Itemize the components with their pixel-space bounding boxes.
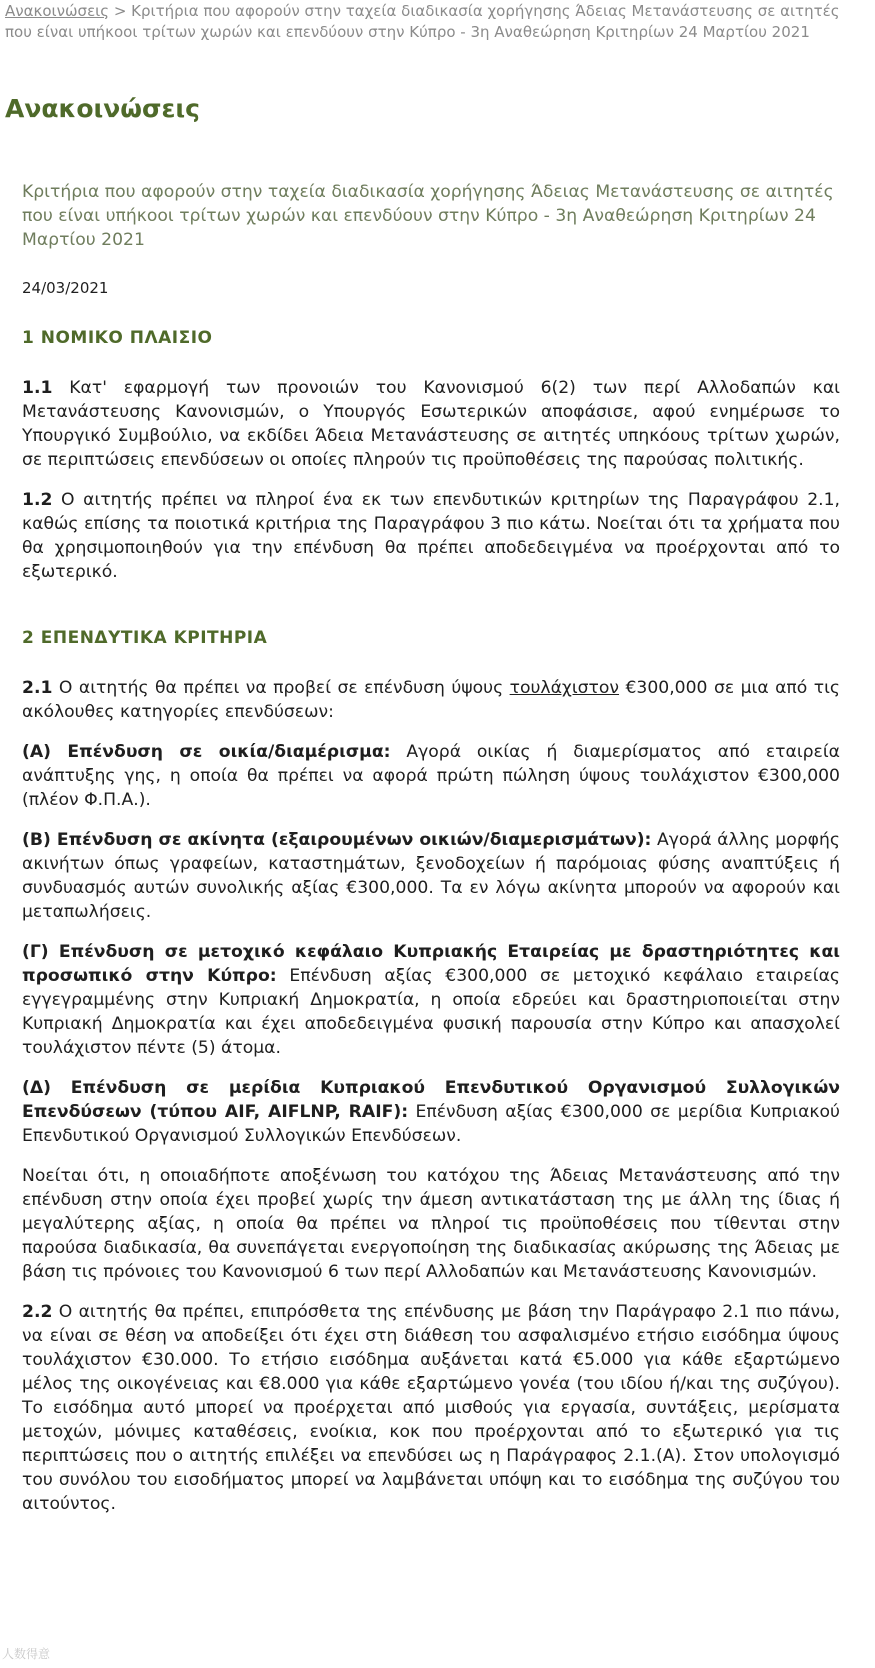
paragraph-number: 2.2	[22, 1302, 53, 1322]
category-label: (Γ) Επένδυση σε μετοχικό κεφάλαιο Κυπριακής Εταιρείας με δραστηριότητες και προσωπικό στην Κύπρο:	[22, 942, 840, 986]
paragraph-text: Ο αιτητής πρέπει να πληροί ένα εκ των επενδυτικών κριτηρίων της Παραγράφου 2.1, καθώς επίσης τα ποιοτικά κριτήρια της Παραγράφου 3 πιο κάτω. Νοείται ότι τα χρήματα που θα χρησιμοποιηθούν για την επένδυση θα πρέπει αποδεδειγμένα να προέρχονται από το εξωτερικό.	[22, 490, 840, 582]
paragraph-number: 2.1	[22, 678, 53, 698]
paragraph-text: Ο αιτητής θα πρέπει να προβεί σε επένδυση ύψους	[52, 678, 510, 698]
paragraph-text: Κατ' εφαρμογή των προνοιών του Κανονισμού 6(2) των περί Αλλοδαπών και Μετανάστευσης Κανονισμών, ο Υπουργός Εσωτερικών αποφάσισε, αφού ενημέρωσε το Υπουργικό Συμβούλιο, να εκδίδει Άδεια Μετανάστευσης σε αιτητές υπηκόους τρίτων χωρών, σε περιπτώσεις επενδύσεων οι οποίες πληρούν τις προϋποθέσεις της παρούσας πολιτικής.	[22, 378, 840, 470]
category-b	[22, 828, 840, 924]
breadcrumb-link-announcements[interactable]: Ανακοινώσεις	[5, 2, 110, 20]
category-a	[22, 740, 840, 812]
breadcrumb-separator: >	[109, 2, 132, 20]
category-text: Επένδυση αξίας €300,000 σε μερίδια Κυπριακού Επενδυτικού Οργανισμού Συλλογικών Επενδύσεων.	[22, 1102, 840, 1146]
article-subtitle: Κριτήρια που αφορούν στην ταχεία διαδικασία χορήγησης Άδειας Μετανάστευσης σε αιτητές που είναι υπήκοοι τρίτων χωρών και επενδύουν στην Κύπρο - 3η Αναθεώρηση Κριτηρίων 24 Μαρτίου 2021	[22, 182, 834, 250]
section-heading-investment-criteria: 2 ΕΠΕΝΔΥΤΙΚΑ ΚΡΙΤΗΡΙΑ	[22, 628, 268, 648]
paragraph-text: Ο αιτητής θα πρέπει, επιπρόσθετα της επένδυσης με βάση την Παράγραφο 2.1 πιο πάνω, να είναι σε θέση να αποδείξει ότι έχει στη διάθεση του ασφαλισμένο ετήσιο εισόδημα ύψους τουλάχιστον €30.000. Το ετήσιο εισόδημα αυξάνεται κατά €5.000 για κάθε εξαρτώμενο μέλος της οικογένειας και €8.000 για κάθε εξαρτώμενο γονέα (του ιδίου ή/και της συζύγου). Το εισόδημα αυτό μπορεί να προέρχεται από μισθούς για εργασία, συντάξεις, μερίσματα μετοχών, μόνιμες καταθέσεις, ενοίκια, κοκ που προέρχονται από το εξωτερικό για τις περιπτώσεις που ο αιτητής επιλέξει να επενδύσει ως η Παράγραφος 2.1.(Α). Στον υπολογισμό του συνόλου του εισοδήματος μπορεί να λαμβάνεται υπόψη και το εισόδημα της συζύγου του αιτούντος.	[22, 1302, 840, 1514]
category-text: Επένδυση αξίας €300,000 σε μετοχικό κεφάλαιο εταιρείας εγγεγραμμένης στην Κυπριακή Δημοκρατία, η οποία εδρεύει και δραστηριοποιείται στην Κυπριακή Δημοκρατία και έχει αποδεδειγμένα φυσική παρουσία στην Κύπρο και απασχολεί τουλάχιστον πέντε (5) άτομα.	[22, 966, 840, 1058]
category-d	[22, 1076, 840, 1148]
breadcrumb	[5, 1, 845, 43]
breadcrumb-current: Κριτήρια που αφορούν στην ταχεία διαδικασία χορήγησης Άδειας Μετανάστευσης σε αιτητές που είναι υπήκοοι τρίτων χωρών και επενδύουν στην Κύπρο - 3η Αναθεώρηση Κριτηρίων 24 Μαρτίου 2021	[5, 2, 840, 41]
underlined-text: τουλάχιστον	[509, 678, 620, 698]
paragraph-number: 1.2	[22, 490, 53, 510]
paragraph-text: €300,000 σε μια από τις ακόλουθες κατηγορίες επενδύσεων:	[22, 678, 840, 722]
paragraph-1-1	[22, 376, 840, 472]
section-heading-legal-framework: 1 ΝΟΜΙΚΟ ΠΛΑΙΣΙΟ	[22, 328, 213, 348]
category-label: (Δ) Επένδυση σε μερίδια Κυπριακού Επενδυτικού Οργανισμού Συλλογικών Επενδύσεων (τύπου AIF, AIFLNP, RAIF):	[22, 1078, 840, 1122]
article-date: 24/03/2021	[22, 279, 109, 297]
paragraph-number: 1.1	[22, 378, 53, 398]
category-label: (Β) Επένδυση σε ακίνητα (εξαιρουμένων οικιών/διαμερισμάτων):	[22, 830, 652, 850]
category-text: Αγορά άλλης μορφής ακινήτων όπως γραφείων, καταστημάτων, ξενοδοχείων ή παρόμοιας φύσης αναπτύξεις ή συνδυασμός αυτών συνολικής αξίας €300,000. Τα εν λόγω ακίνητα μπορούν να αφορούν και μεταπωλήσεις.	[22, 830, 840, 922]
category-text: Αγορά οικίας ή διαμερίσματος από εταιρεία ανάπτυξης γης, η οποία θα πρέπει να αφορά πρώτη πώληση ύψους τουλάχιστον €300,000 (πλέον Φ.Π.Α.).	[22, 742, 840, 810]
page-title: Ανακοινώσεις	[5, 94, 200, 123]
category-c	[22, 940, 840, 1060]
paragraph-2-1	[22, 676, 840, 724]
category-label: (Α) Επένδυση σε οικία/διαμέρισμα:	[22, 742, 391, 762]
article-content	[22, 180, 840, 1532]
watermark: 人数得意	[2, 1647, 51, 1661]
paragraph-2-2	[22, 1300, 840, 1516]
note-paragraph: Νοείται ότι, η οποιαδήποτε αποξένωση του κατόχου της Άδειας Μετανάστευσης από την επένδυση στην οποία έχει προβεί χωρίς την άμεση αντικατάσταση της με άλλη της ίδιας ή μεγαλύτερης αξίας, η οποία θα πρέπει να πληροί τις προϋποθέσεις που τίθενται στην παρούσα διαδικασία, θα συνεπάγεται ενεργοποίηση της διαδικασίας ακύρωσης της Άδειας με βάση τις πρόνοιες του Κανονισμού 6 των περί Αλλοδαπών και Μετανάστευσης Κανονισμών.	[22, 1166, 840, 1282]
paragraph-1-2	[22, 488, 840, 584]
